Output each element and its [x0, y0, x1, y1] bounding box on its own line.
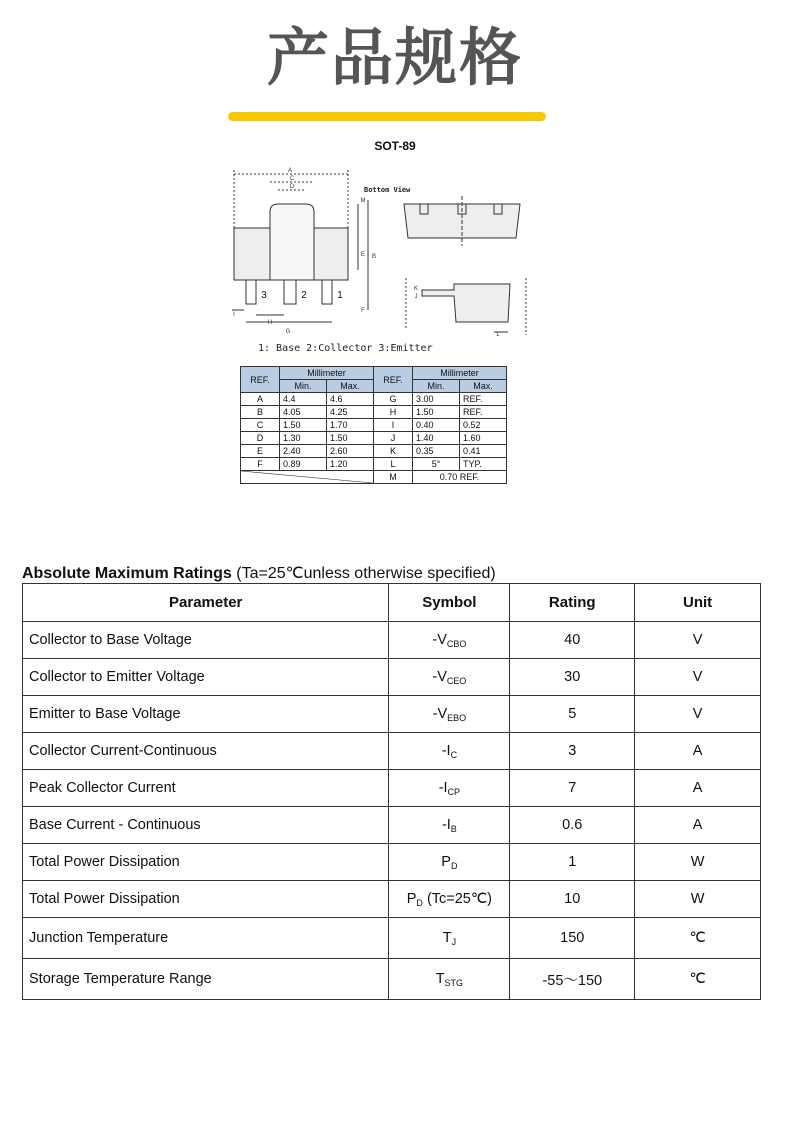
unit-cell: ℃	[635, 959, 761, 1000]
parameter-cell: Peak Collector Current	[23, 770, 389, 807]
parameter-cell: Storage Temperature Range	[23, 959, 389, 1000]
dim-label-l: L	[496, 332, 500, 338]
symbol-cell	[389, 770, 510, 807]
dim-label-m: M	[360, 198, 366, 204]
dim-min: 1.40	[413, 432, 460, 445]
column-header-unit: Unit	[635, 584, 761, 622]
table-row	[241, 445, 507, 458]
rating-cell: 5	[510, 696, 635, 733]
dim-label-e: E	[360, 252, 366, 258]
parameter-cell: Emitter to Base Voltage	[23, 696, 389, 733]
ratings-table	[22, 583, 761, 1000]
dim-max: 1.50	[327, 432, 374, 445]
table-row	[23, 918, 761, 959]
pin-legend: 1: Base 2:Collector 3:Emitter	[258, 343, 433, 354]
dim-label-j: J	[414, 294, 418, 300]
dim-ref: H	[374, 406, 413, 419]
rating-cell: 150	[510, 918, 635, 959]
symbol-cell	[389, 881, 510, 918]
dim-label-c: C	[289, 176, 295, 182]
dim-min: 3.00	[413, 393, 460, 406]
unit-cell: W	[635, 844, 761, 881]
dim-label-g: G	[285, 329, 291, 335]
symbol-cell	[389, 622, 510, 659]
dim-label-a: A	[287, 168, 293, 174]
rating-cell: 10	[510, 881, 635, 918]
dim-ref: M	[374, 471, 413, 484]
bottom-view-label: Bottom View	[364, 186, 411, 194]
unit-cell: V	[635, 659, 761, 696]
parameter-cell: Collector Current-Continuous	[23, 733, 389, 770]
dim-ref: A	[241, 393, 280, 406]
dim-max: 4.25	[327, 406, 374, 419]
symbol-subscript: D	[416, 897, 423, 908]
symbol-base: -I	[438, 779, 448, 796]
dim-max: 0.52	[460, 419, 507, 432]
dim-header-min: Min.	[413, 380, 460, 393]
dim-min: 1.50	[413, 406, 460, 419]
table-row	[23, 696, 761, 733]
symbol-cell	[389, 918, 510, 959]
symbol-cell	[389, 844, 510, 881]
dim-ref: E	[241, 445, 280, 458]
dim-label-f: F	[361, 308, 365, 314]
symbol-suffix: (Tc=25℃)	[422, 890, 492, 907]
package-outline-drawing	[226, 160, 546, 360]
symbol-subscript: D	[450, 860, 458, 871]
rating-cell: 30	[510, 659, 635, 696]
dim-min: 0.35	[413, 445, 460, 458]
ratings-heading-title: Absolute Maximum Ratings	[22, 565, 232, 582]
table-row	[241, 471, 507, 484]
parameter-cell: Collector to Emitter Voltage	[23, 659, 389, 696]
symbol-cell	[389, 959, 510, 1000]
table-row	[241, 419, 507, 432]
symbol-subscript: STG	[444, 977, 464, 988]
dim-ref: C	[241, 419, 280, 432]
dim-max: REF.	[460, 393, 507, 406]
symbol-cell	[389, 696, 510, 733]
dim-ref: F	[241, 458, 280, 471]
dim-ref: K	[374, 445, 413, 458]
dim-ref: B	[241, 406, 280, 419]
title-underline-bar	[228, 112, 546, 121]
dim-header-max: Max.	[327, 380, 374, 393]
table-row	[241, 458, 507, 471]
symbol-base: T	[442, 929, 452, 946]
symbol-base: T	[435, 970, 445, 987]
dim-ref: I	[374, 419, 413, 432]
dim-max: 1.60	[460, 432, 507, 445]
ratings-heading-note: (Ta=25℃unless otherwise specified)	[231, 565, 496, 582]
dim-label-i: I	[233, 312, 235, 318]
dim-header-ref: REF.	[374, 367, 413, 393]
table-header-row	[23, 584, 761, 622]
dim-max: REF.	[460, 406, 507, 419]
dim-max: 2.60	[327, 445, 374, 458]
dim-label-b: B	[371, 254, 377, 260]
unit-cell: ℃	[635, 918, 761, 959]
dim-ref: D	[241, 432, 280, 445]
dim-header-max: Max.	[460, 380, 507, 393]
rating-cell: 1	[510, 844, 635, 881]
parameter-cell: Base Current - Continuous	[23, 807, 389, 844]
dim-min: 4.4	[280, 393, 327, 406]
symbol-base: P	[441, 853, 451, 870]
rating-cell: 40	[510, 622, 635, 659]
dim-value: 0.70 REF.	[413, 471, 507, 484]
dim-max: 4.6	[327, 393, 374, 406]
symbol-subscript: J	[451, 936, 457, 947]
dim-header-unit: Millimeter	[413, 367, 507, 380]
dim-label-h: H	[267, 320, 273, 326]
dim-label-d: D	[289, 184, 295, 190]
dim-ref: G	[374, 393, 413, 406]
unit-cell: V	[635, 622, 761, 659]
rating-cell: 0.6	[510, 807, 635, 844]
table-row	[23, 770, 761, 807]
table-row	[23, 659, 761, 696]
symbol-base: -I	[441, 742, 451, 759]
symbol-cell	[389, 659, 510, 696]
ratings-heading	[22, 563, 496, 583]
rating-cell: -55～150	[510, 959, 635, 1000]
symbol-subscript: CEO	[446, 675, 467, 686]
dim-header-ref: REF.	[241, 367, 280, 393]
table-row	[23, 959, 761, 1000]
dim-max: 1.20	[327, 458, 374, 471]
pin-number-1: 1	[337, 290, 343, 301]
page-title: 产品规格	[266, 21, 523, 94]
symbol-cell	[389, 807, 510, 844]
symbol-base: -V	[432, 668, 447, 685]
column-header-symbol: Symbol	[389, 584, 510, 622]
rating-cell: 3	[510, 733, 635, 770]
rating-cell: 7	[510, 770, 635, 807]
dim-header-unit: Millimeter	[280, 367, 374, 380]
empty-diagonal-cell	[241, 471, 374, 484]
symbol-base: P	[406, 890, 417, 907]
dim-min: 2.40	[280, 445, 327, 458]
table-row	[241, 393, 507, 406]
dim-max: TYP.	[460, 458, 507, 471]
pin-number-2: 2	[301, 290, 307, 301]
table-row	[23, 622, 761, 659]
table-row	[241, 432, 507, 445]
dim-min: 4.05	[280, 406, 327, 419]
dim-min: 1.30	[280, 432, 327, 445]
symbol-subscript: EBO	[447, 712, 467, 723]
dim-max: 0.41	[460, 445, 507, 458]
dim-min: 0.40	[413, 419, 460, 432]
symbol-base: -V	[432, 631, 447, 648]
dim-min: 1.50	[280, 419, 327, 432]
dim-min: 0.89	[280, 458, 327, 471]
symbol-subscript: CP	[447, 786, 461, 797]
table-row	[23, 844, 761, 881]
table-row	[23, 881, 761, 918]
unit-cell: W	[635, 881, 761, 918]
symbol-base: -V	[432, 705, 448, 722]
dim-label-k: K	[413, 286, 419, 292]
dim-min: 5°	[413, 458, 460, 471]
dim-max: 1.70	[327, 419, 374, 432]
parameter-cell: Total Power Dissipation	[23, 881, 389, 918]
package-name: SOT-89	[374, 139, 416, 153]
unit-cell: V	[635, 696, 761, 733]
symbol-subscript: CBO	[446, 638, 467, 649]
table-row	[241, 406, 507, 419]
unit-cell: A	[635, 770, 761, 807]
pin-number-3: 3	[261, 290, 267, 301]
column-header-parameter: Parameter	[23, 584, 389, 622]
parameter-cell: Collector to Base Voltage	[23, 622, 389, 659]
symbol-subscript: B	[450, 823, 457, 834]
dim-ref: J	[374, 432, 413, 445]
table-row	[23, 807, 761, 844]
dim-ref: L	[374, 458, 413, 471]
table-row	[23, 733, 761, 770]
column-header-rating: Rating	[510, 584, 635, 622]
parameter-cell: Junction Temperature	[23, 918, 389, 959]
symbol-cell	[389, 733, 510, 770]
symbol-subscript: C	[450, 749, 458, 760]
symbol-base: -I	[441, 816, 451, 833]
unit-cell: A	[635, 807, 761, 844]
dimensions-table	[240, 366, 507, 484]
dim-header-min: Min.	[280, 380, 327, 393]
unit-cell: A	[635, 733, 761, 770]
parameter-cell: Total Power Dissipation	[23, 844, 389, 881]
